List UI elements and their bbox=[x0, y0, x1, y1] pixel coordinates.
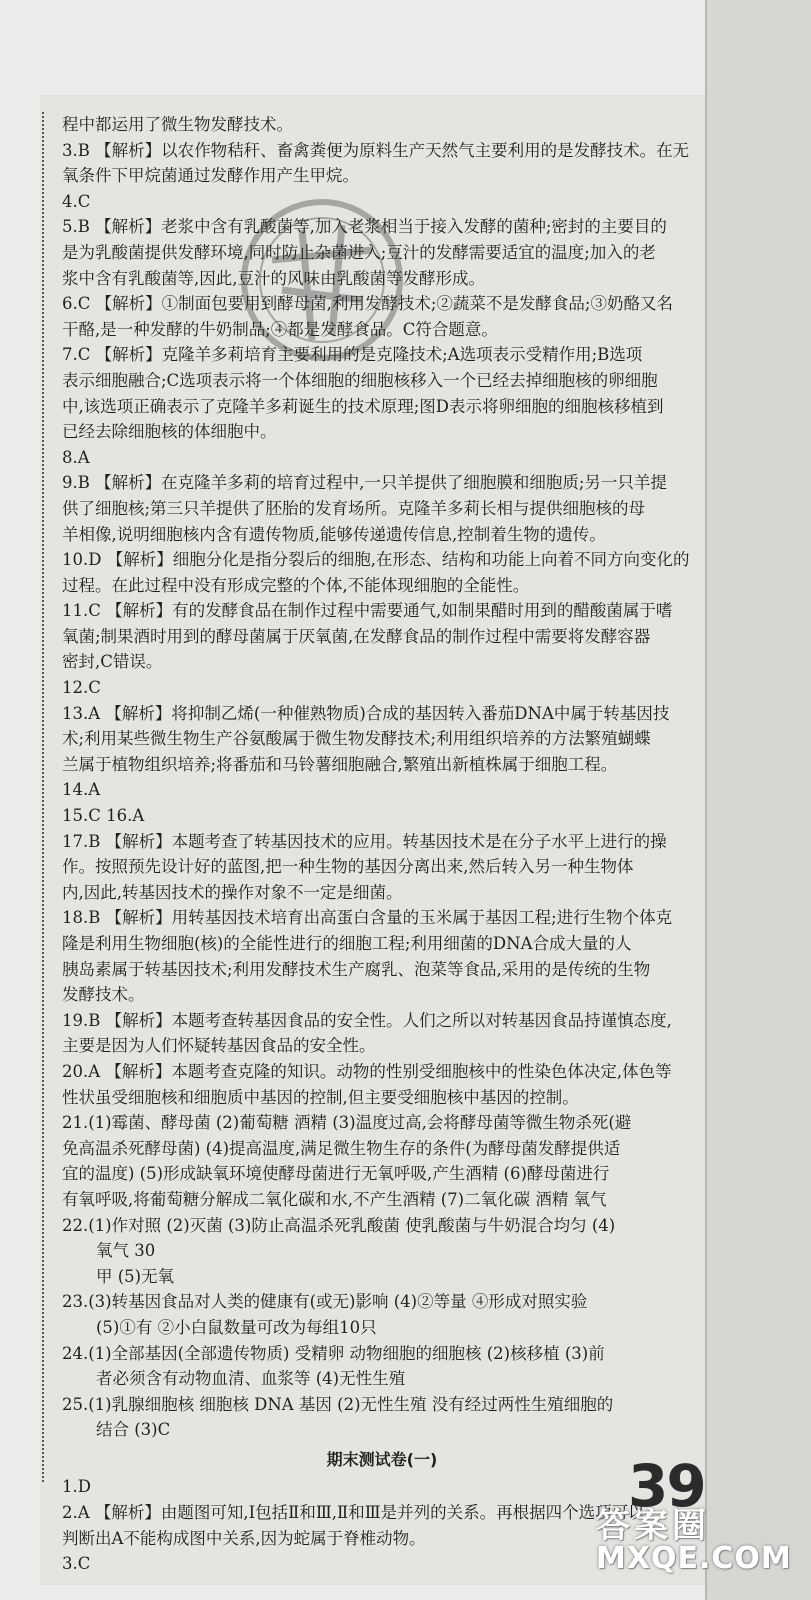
answer-line: 13.A 【解析】将抑制乙烯(一种催熟物质)合成的基因转入番茄DNA中属于转基因技 bbox=[62, 703, 670, 723]
watermark-logo-text: 答案圈 bbox=[596, 1506, 710, 1546]
answer-line: 氧条件下甲烷菌通过发酵作用产生甲烷。 bbox=[62, 166, 359, 186]
answer-line: 发酵技术。 bbox=[62, 985, 145, 1005]
answer-line: 17.B 【解析】本题考查了转基因技术的应用。转基因技术是在分子水平上进行的操 bbox=[62, 831, 667, 851]
answer-line: 已经去除细胞核的体细胞中。 bbox=[62, 422, 277, 442]
answer-line: 浆中含有乳酸菌等,因此,豆汁的风味由乳酸菌等发酵形成。 bbox=[62, 268, 485, 288]
answer-line: 12.C bbox=[62, 678, 101, 698]
answer-line: 供了细胞核;第三只羊提供了胚胎的发育场所。克隆羊多莉长相与提供细胞核的母 bbox=[62, 498, 646, 518]
answer-line: 7.C 【解析】克隆羊多莉培育主要利用的是克隆技术;A选项表示受精作用;B选项 bbox=[62, 345, 643, 365]
answer-line: 免高温杀死酵母菌) (4)提高温度,满足微生物生存的条件(为酵母菌发酵提供适 bbox=[62, 1138, 621, 1158]
answer-line: 主要是因为人们怀疑转基因食品的安全性。 bbox=[62, 1036, 376, 1056]
answer-line: 兰属于植物组织培养;将番茄和马铃薯细胞融合,繁殖出新植株属于细胞工程。 bbox=[62, 754, 618, 774]
answer-line: 3.C bbox=[62, 1554, 91, 1574]
answer-line: 甲 (5)无氧 bbox=[96, 1266, 175, 1286]
answer-line: 9.B 【解析】在克隆羊多莉的培育过程中,一只羊提供了细胞膜和细胞质;另一只羊提 bbox=[62, 473, 667, 493]
answer-line: 10.D 【解析】细胞分化是指分裂后的细胞,在形态、结构和功能上向着不同方向变化的 bbox=[62, 550, 690, 570]
answer-line: 内,因此,转基因技术的操作对象不一定是细菌。 bbox=[62, 882, 403, 902]
answer-line: 表示细胞融合;C选项表示将一个体细胞的细胞核移入一个已经去掉细胞核的卵细胞 bbox=[62, 370, 658, 390]
answer-line: 23.(3)转基因食品对人类的健康有(或无)影响 (4)②等量 ④形成对照实验 bbox=[62, 1292, 588, 1312]
answer-line: 18.B 【解析】用转基因技术培育出高蛋白含量的玉米属于基因工程;进行生物个体克 bbox=[62, 908, 673, 928]
answer-line: 宜的温度) (5)形成缺氧环境使酵母菌进行无氧呼吸,产生酒精 (6)酵母菌进行 bbox=[62, 1164, 610, 1184]
section-title: 期末测试卷(一) bbox=[326, 1449, 438, 1469]
answer-line: 6.C 【解析】①制面包要用到酵母菌,利用发酵技术;②蔬菜不是发酵食品;③奶酪又名 bbox=[62, 294, 673, 314]
answer-line: 性状虽受细胞核和细胞质中基因的控制,但主要受细胞核中基因的控制。 bbox=[62, 1087, 579, 1107]
answer-line: 中,该选项正确表示了克隆羊多莉诞生的技术原理;图D表示将卵细胞的细胞核移植到 bbox=[62, 396, 664, 416]
watermark-url: MXQE.COM bbox=[596, 1541, 792, 1576]
answer-line: 4.C bbox=[62, 191, 91, 211]
answer-line: 8.A bbox=[62, 447, 90, 467]
answer-line: 5.B 【解析】老浆中含有乳酸菌等,加入老浆相当于接入发酵的菌种;密封的主要目的 bbox=[62, 217, 667, 237]
answer-line: 胰岛素属于转基因技术;利用发酵技术生产腐乳、泡菜等食品,采用的是传统的生物 bbox=[62, 959, 651, 979]
binding-margin-line bbox=[42, 112, 44, 1482]
answer-content bbox=[62, 112, 702, 1577]
answer-line: 隆是利用生物细胞(核)的全能性进行的细胞工程;利用细菌的DNA合成大量的人 bbox=[62, 934, 632, 953]
answer-line: 3.B 【解析】以农作物秸秆、畜禽粪便为原料生产天然气主要利用的是发酵技术。在无 bbox=[62, 140, 690, 160]
answer-line: 术;利用某些微生物生产谷氨酸属于微生物发酵技术;利用组织培养的方法繁殖蝴蝶 bbox=[62, 729, 651, 749]
answer-line: 判断出A不能构成图中关系,因为蛇属于脊椎动物。 bbox=[62, 1528, 426, 1548]
answer-line: 有氧呼吸,将葡萄糖分解成二氧化碳和水,不产生酒精 (7)二氧化碳 酒精 氧气 bbox=[62, 1189, 607, 1209]
answer-line: 14.A bbox=[62, 780, 101, 800]
answer-line: 20.A 【解析】本题考查克隆的知识。动物的性别受细胞核中的性染色体决定,体色等 bbox=[62, 1061, 672, 1081]
adjacent-page-edge bbox=[705, 0, 811, 1600]
answer-line: 者必须含有动物血清、血浆等 (4)无性生殖 bbox=[96, 1369, 406, 1389]
answer-line: 24.(1)全部基因(全部遗传物质) 受精卵 动物细胞的细胞核 (2)核移植 (3)前 bbox=[62, 1343, 605, 1363]
answer-line: (5)①有 ②小白鼠数量可改为每组10只 bbox=[96, 1317, 377, 1337]
answer-line: 氧气 30 bbox=[96, 1241, 156, 1261]
answer-line: 干酪,是一种发酵的牛奶制品;④都是发酵食品。C符合题意。 bbox=[62, 319, 498, 339]
site-watermark bbox=[596, 1498, 806, 1594]
answer-line: 22.(1)作对照 (2)灭菌 (3)防止高温杀死乳酸菌 使乳酸菌与牛奶混合均匀 (4) bbox=[62, 1215, 616, 1235]
answer-line: 羊相像,说明细胞核内含有遗传物质,能够传递遗传信息,控制着生物的遗传。 bbox=[62, 524, 606, 544]
page-number: 39 bbox=[628, 1452, 705, 1520]
answer-line: 密封,C错误。 bbox=[62, 652, 163, 672]
answer-line: 氧菌;制果酒时用到的酵母菌属于厌氧菌,在发酵食品的制作过程中需要将发酵容器 bbox=[62, 626, 651, 646]
answer-line: 1.D bbox=[62, 1477, 91, 1497]
answer-line: 结合 (3)C bbox=[96, 1420, 171, 1440]
answer-line: 19.B 【解析】本题考查转基因食品的安全性。人们之所以对转基因食品持谨慎态度, bbox=[62, 1010, 672, 1030]
answer-line: 程中都运用了微生物发酵技术。 bbox=[62, 115, 293, 134]
answer-line: 2.A 【解析】由题图可知,Ⅰ包括Ⅱ和Ⅲ,Ⅱ和Ⅲ是并列的关系。再根据四个选项可以 bbox=[62, 1503, 645, 1523]
answer-line: 21.(1)霉菌、酵母菌 (2)葡萄糖 酒精 (3)温度过高,会将酵母菌等微生物杀死(避 bbox=[62, 1113, 632, 1133]
answer-line: 15.C 16.A bbox=[62, 806, 145, 826]
answer-line: 是为乳酸菌提供发酵环境,同时防止杂菌进入;豆汁的发酵需要适宜的温度;加入的老 bbox=[62, 242, 656, 262]
answer-line: 11.C 【解析】有的发酵食品在制作过程中需要通气,如制果醋时用到的醋酸菌属于嗜 bbox=[62, 601, 673, 621]
answer-line: 作。按照预先设计好的蓝图,把一种生物的基因分离出来,然后转入另一种生物体 bbox=[62, 857, 634, 877]
answer-line: 过程。在此过程中没有形成完整的个体,不能体现细胞的全能性。 bbox=[62, 575, 530, 595]
answer-line: 25.(1)乳腺细胞核 细胞核 DNA 基因 (2)无性生殖 没有经过两性生殖细胞的 bbox=[62, 1394, 614, 1414]
